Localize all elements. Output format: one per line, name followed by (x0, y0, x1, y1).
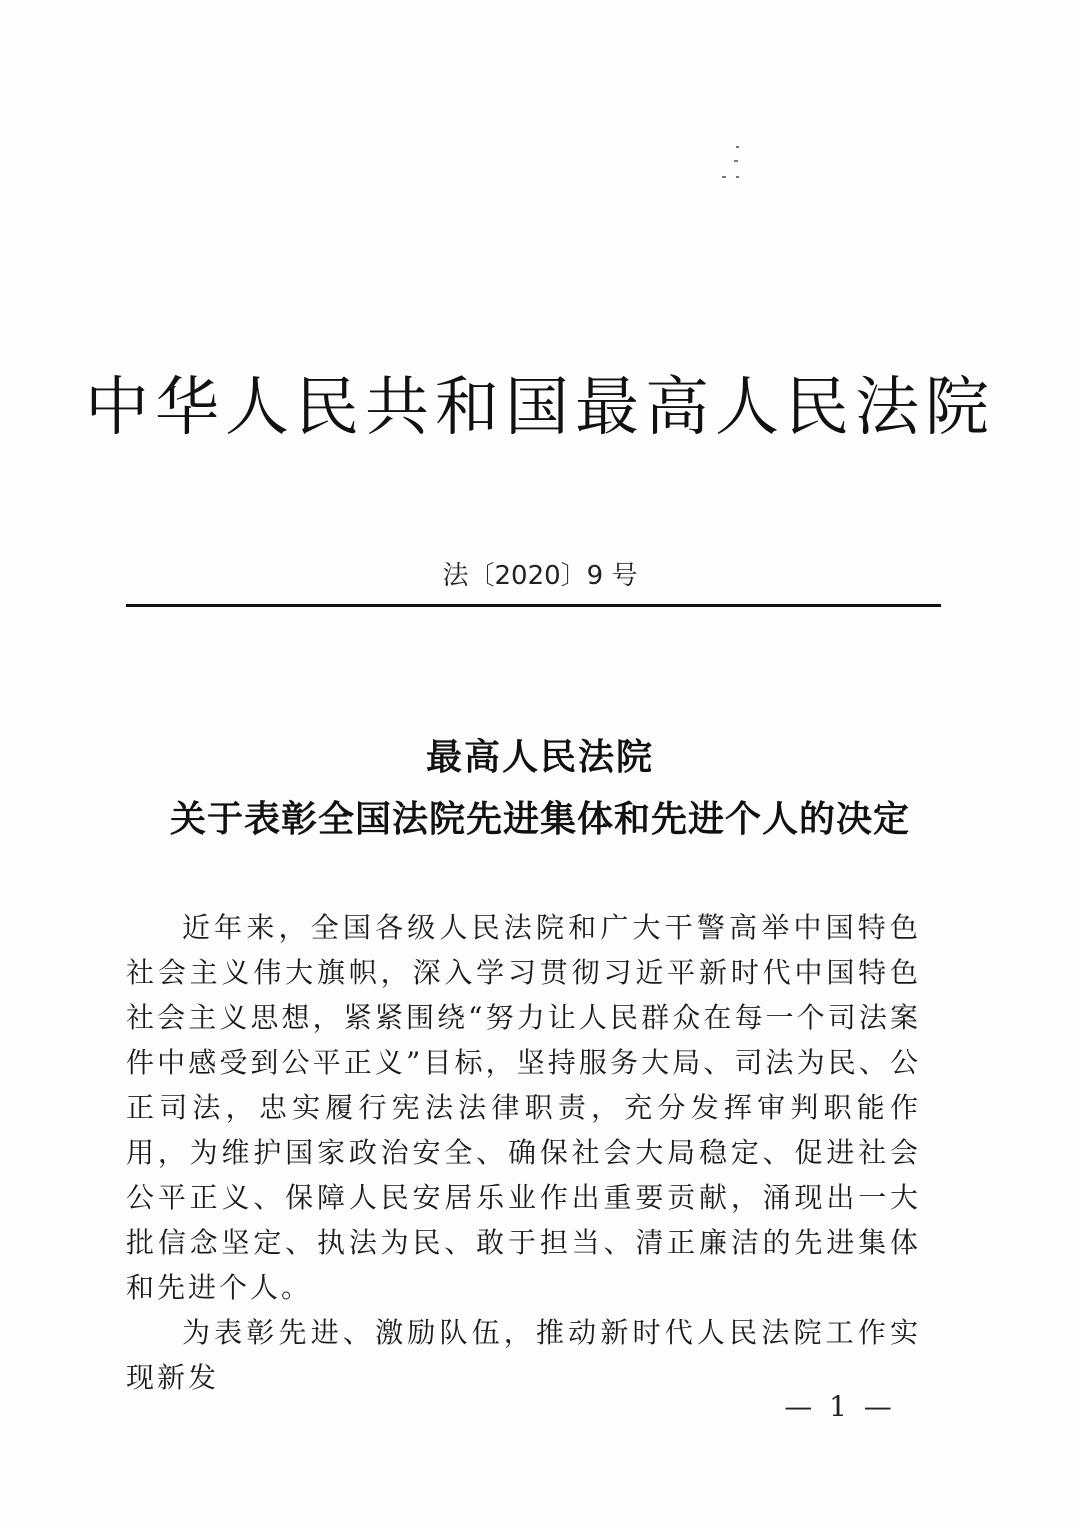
document-body (126, 905, 921, 1400)
document-title-line-1: 最高人民法院 (425, 737, 654, 778)
document-title-line-2: 关于表彰全国法院先进集体和先进个人的决定 (169, 799, 910, 840)
body-paragraph: 近年来，全国各级人民法院和广大干警高举中国特色社会主义伟大旗帜，深入学习贯彻习近平新时代中国特色社会主义思想，紧紧围绕“努力让人民群众在每一个司法案件中感受到公平正义”目标，坚持服务大局、司法为民、公正司法，忠实履行宪法法律职责，充分发挥审判职能作用，为维护国家政治安全、确保社会大局稳定、促进社会公平正义、保障人民安居乐业作出重要贡献，涌现出一大批信念坚定、执法为民、敢于担当、清正廉洁的先进集体和先进个人。 (126, 911, 921, 1304)
header-rule (126, 604, 941, 607)
scan-speck (722, 176, 726, 178)
scan-speck (734, 160, 738, 162)
body-paragraph: 为表彰先进、激励队伍，推动新时代人民法院工作实现新发 (126, 1316, 921, 1394)
scan-speck (736, 176, 739, 178)
document-number: 法〔2020〕9 号 (442, 561, 638, 591)
issuer-heading: 中华人民共和国最高人民法院 (85, 371, 995, 445)
scan-speck (736, 146, 739, 148)
page-number: — 1 — (784, 1390, 896, 1423)
